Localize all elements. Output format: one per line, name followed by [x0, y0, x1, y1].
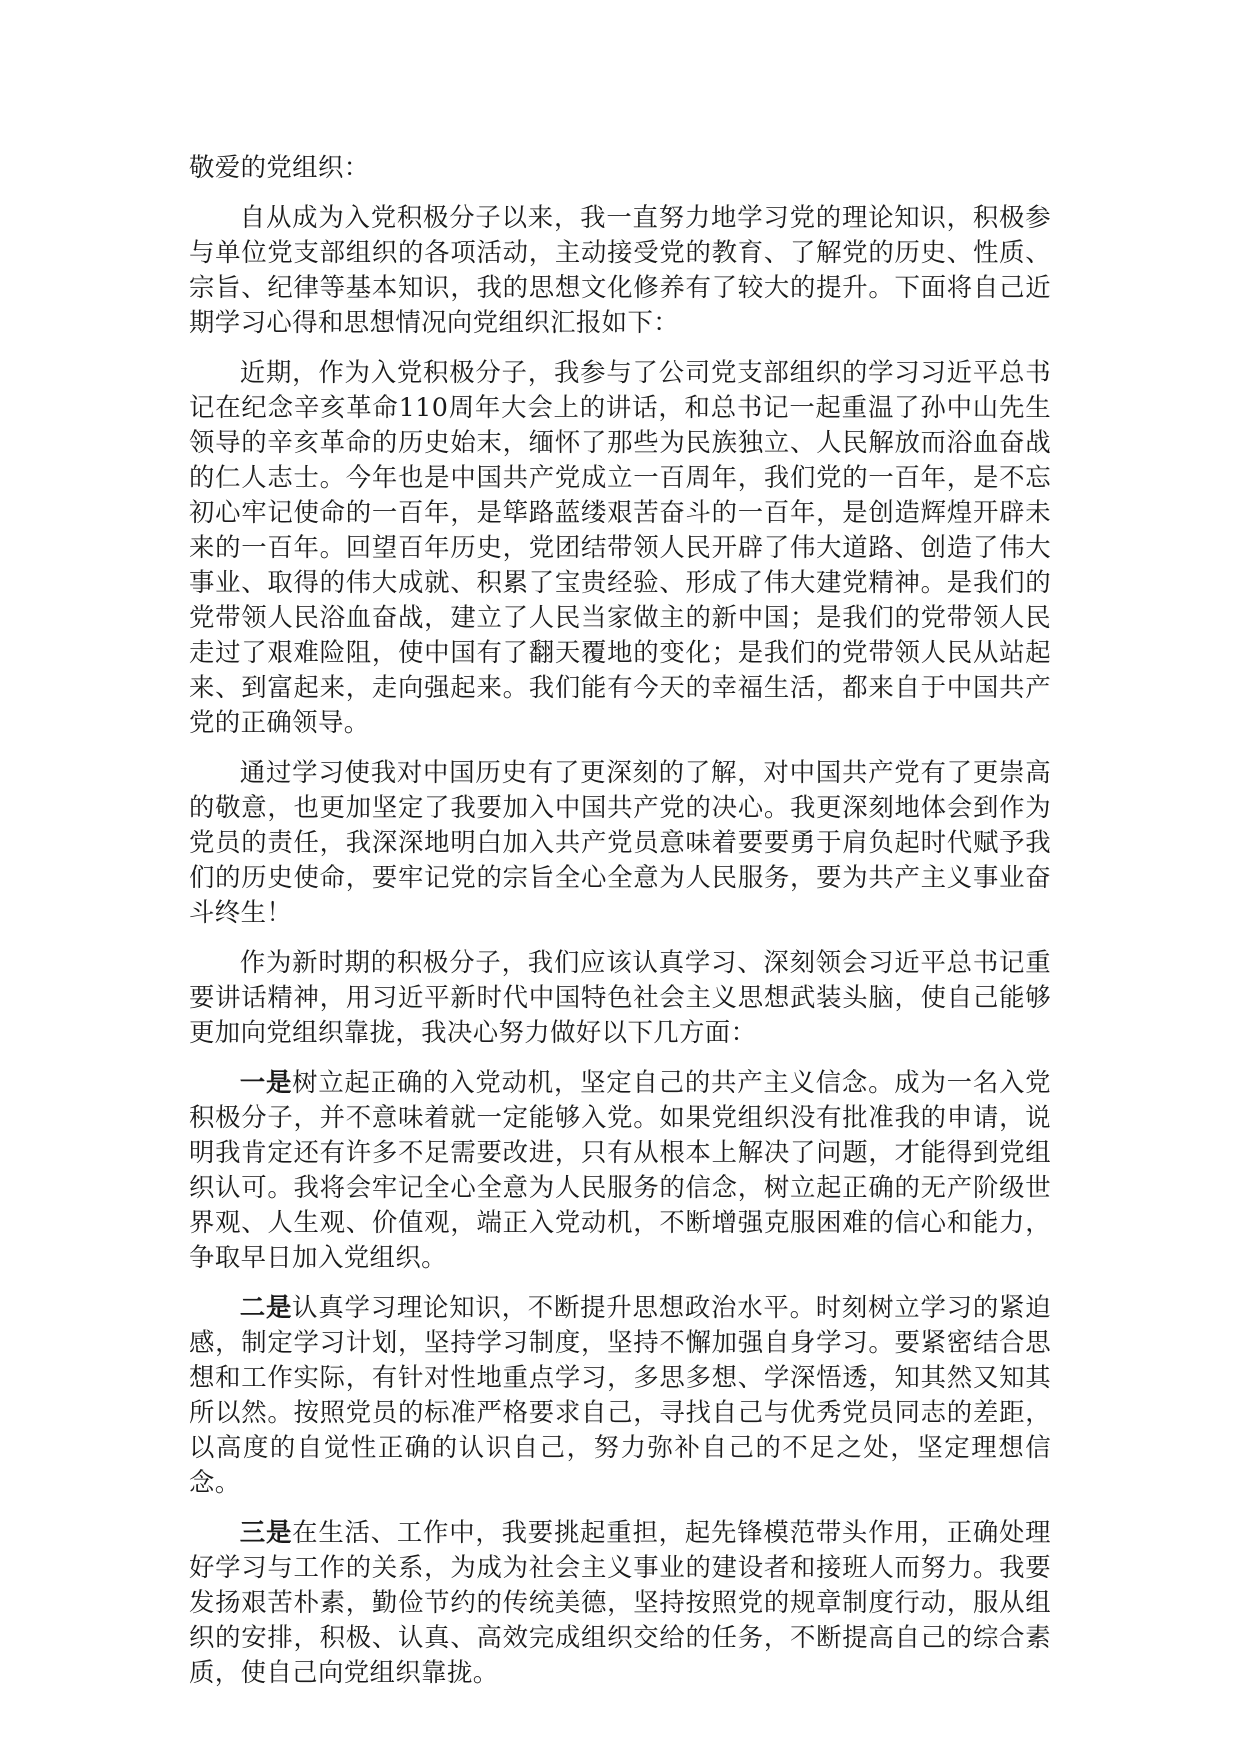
- paragraph-intro: [189, 200, 1051, 340]
- letter-body: [189, 150, 1051, 1705]
- salutation: 敬爱的党组织：: [189, 152, 370, 182]
- paragraph-text: 近期，作为入党积极分子，我参与了公司党支部组织的学习习近平总书记在纪念辛亥革命110周年大会上的讲话，和总书记一起重温了孙中山先生领导的辛亥革命的历史始末，缅怀了那些为民族独立、人民解放而浴血奋战的仁人志士。今年也是中国共产党成立一百周年，我们党的一百年，是不忘初心牢记使命的一百年，是筚路蓝缕艰苦奋斗的一百年，是创造辉煌开辟未来的一百年。回望百年历史，党团结带领人民开辟了伟大道路、创造了伟大事业、取得的伟大成就、积累了宝贵经验、形成了伟大建党精神。是我们的党带领人民浴血奋战，建立了人民当家做主的新中国；是我们的党带领人民走过了艰难险阻，使中国有了翻天覆地的变化；是我们的党带领人民从站起来、到富起来，走向强起来。我们能有今天的幸福生活，都来自于中国共产党的正确领导。: [189, 357, 1051, 737]
- paragraph-text: 树立起正确的入党动机，坚定自己的共产主义信念。成为一名入党积极分子，并不意味着就一定能够入党。如果党组织没有批准我的申请，说明我肯定还有许多不足需要改进，只有从根本上解决了问题，才能得到党组织认可。我将会牢记全心全意为人民服务的信念，树立起正确的无产阶级世界观、人生观、价值观，端正入党动机，不断增强克服困难的信心和能力，争取早日加入党组织。: [189, 1067, 1051, 1272]
- paragraph-text: 通过学习使我对中国历史有了更深刻的了解，对中国共产党有了更崇高的敬意，也更加坚定了我要加入中国共产党的决心。我更深刻地体会到作为党员的责任，我深深地明白加入共产党员意味着要要勇于肩负起时代赋予我们的历史使命，要牢记党的宗旨全心全意为人民服务，要为共产主义事业奋斗终生！: [189, 757, 1051, 927]
- paragraph-point-two: [189, 1290, 1051, 1500]
- paragraph-text: 认真学习理论知识，不断提升思想政治水平。时刻树立学习的紧迫感，制定学习计划，坚持学习制度，坚持不懈加强自身学习。要紧密结合思想和工作实际，有针对性地重点学习，多思多想、学深悟透，知其然又知其所以然。按照党员的标准严格要求自己，寻找自己与优秀党员同志的差距，以高度的自觉性正确的认识自己，努力弥补自己的不足之处，坚定理想信念。: [189, 1292, 1051, 1497]
- paragraph-point-three: [189, 1515, 1051, 1690]
- paragraph-text: 在生活、工作中，我要挑起重担，起先锋模范带头作用，正确处理好学习与工作的关系，为成为社会主义事业的建设者和接班人而努力。我要发扬艰苦朴素，勤俭节约的传统美德，坚持按照党的规章制度行动，服从组织的安排，积极、认真、高效完成组织交给的任务，不断提高自己的综合素质，使自己向党组织靠拢。: [189, 1517, 1051, 1687]
- paragraph-lead: 一是: [239, 1067, 293, 1097]
- paragraph-lead: 三是: [239, 1517, 293, 1547]
- paragraph-text: 自从成为入党积极分子以来，我一直努力地学习党的理论知识，积极参与单位党支部组织的各项活动，主动接受党的教育、了解党的历史、性质、宗旨、纪律等基本知识，我的思想文化修养有了较大的提升。下面将自己近期学习心得和思想情况向党组织汇报如下：: [189, 202, 1051, 337]
- paragraph-lead: 二是: [239, 1292, 293, 1322]
- paragraph-study: [189, 355, 1051, 740]
- paragraph-point-one: [189, 1065, 1051, 1275]
- paragraph-understanding: [189, 755, 1051, 930]
- paragraph-resolution: [189, 945, 1051, 1050]
- paragraph-text: 作为新时期的积极分子，我们应该认真学习、深刻领会习近平总书记重要讲话精神，用习近平新时代中国特色社会主义思想武装头脑，使自己能够更加向党组织靠拢，我决心努力做好以下几方面：: [189, 947, 1051, 1047]
